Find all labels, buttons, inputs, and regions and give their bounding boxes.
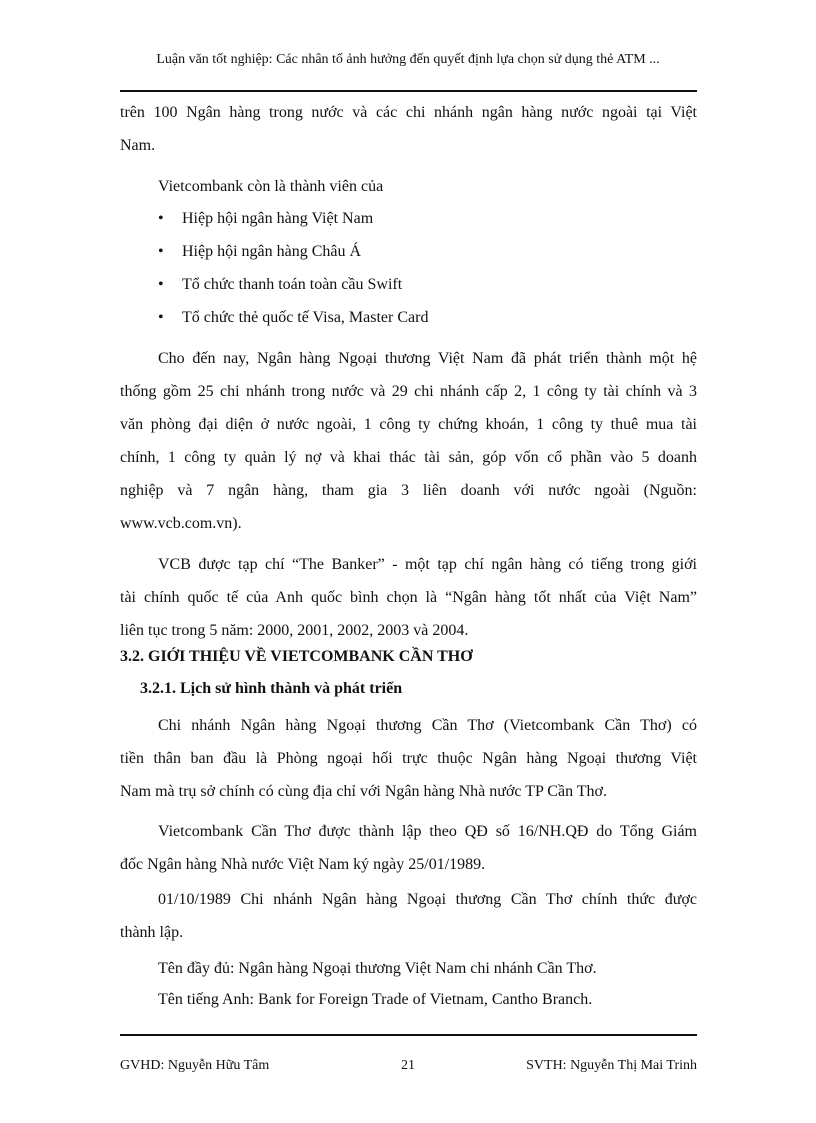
bullet-icon: • <box>158 276 164 293</box>
paragraph-line: tiền thân ban đầu là Phòng ngoại hối trực thuộc Ngân hàng Ngoại thương Việt <box>120 750 697 767</box>
section-heading: 3.2. GIỚI THIỆU VỀ VIETCOMBANK CẦN THƠ <box>120 648 473 665</box>
paragraph-line: trên 100 Ngân hàng trong nước và các chi nhánh ngân hàng nước ngoài tại Việt <box>120 104 697 121</box>
members-intro: Vietcombank còn là thành viên của <box>158 178 384 195</box>
paragraph-line: www.vcb.com.vn). <box>120 515 242 532</box>
paragraph-line: thống gồm 25 chi nhánh trong nước và 29 chi nhánh cấp 2, 1 công ty tài chính và 3 <box>120 383 697 400</box>
running-title: Luận văn tốt nghiệp: Các nhân tố ảnh hưởng đến quyết định lựa chọn sử dụng thẻ ATM ... <box>156 52 660 67</box>
paragraph-line: chính, 1 công ty quản lý nợ và khai thác tài sản, góp vốn cổ phần vào 5 doanh <box>120 449 697 466</box>
bullet-icon: • <box>158 210 164 227</box>
list-item-text: Hiệp hội ngân hàng Việt Nam <box>182 210 374 227</box>
paragraph-line: Cho đến nay, Ngân hàng Ngoại thương Việt Nam đã phát triển thành một hệ <box>158 350 697 367</box>
paragraph-line: văn phòng đại diện ở nước ngoài, 1 công ty chứng khoán, 1 công ty thuê mua tài <box>120 416 697 433</box>
paragraph-line: liên tục trong 5 năm: 2000, 2001, 2002, 2003 và 2004. <box>120 622 469 639</box>
paragraph-line: 01/10/1989 Chi nhánh Ngân hàng Ngoại thương Cần Thơ chính thức được <box>158 891 697 908</box>
list-item-text: Tổ chức thẻ quốc tế Visa, Master Card <box>182 309 429 326</box>
header-rule <box>120 90 697 92</box>
page-number: 21 <box>401 1058 415 1073</box>
english-name-line: Tên tiếng Anh: Bank for Foreign Trade of Vietnam, Cantho Branch. <box>158 991 593 1008</box>
list-item-text: Hiệp hội ngân hàng Châu Á <box>182 243 362 260</box>
paragraph-line: tài chính quốc tế của Anh quốc bình chọn là “Ngân hàng tốt nhất của Việt Nam” <box>120 589 697 606</box>
paragraph-line: đốc Ngân hàng Nhà nước Việt Nam ký ngày 25/01/1989. <box>120 856 486 873</box>
footer-rule <box>120 1034 697 1036</box>
list-item-text: Tổ chức thanh toán toàn cầu Swift <box>182 276 403 293</box>
paragraph-line: Chi nhánh Ngân hàng Ngoại thương Cần Thơ (Vietcombank Cần Thơ) có <box>158 717 697 734</box>
subsection-heading: 3.2.1. Lịch sử hình thành và phát triển <box>140 680 403 697</box>
bullet-icon: • <box>158 309 164 326</box>
paragraph-line: Nam mà trụ sở chính có cùng địa chỉ với Ngân hàng Nhà nước TP Cần Thơ. <box>120 783 608 800</box>
advisor-name: GVHD: Nguyễn Hữu Tâm <box>120 1058 270 1073</box>
student-name: SVTH: Nguyễn Thị Mai Trinh <box>526 1058 697 1073</box>
bullet-icon: • <box>158 243 164 260</box>
paragraph-line: Vietcombank Cần Thơ được thành lập theo QĐ số 16/NH.QĐ do Tổng Giám <box>158 823 697 840</box>
paragraph-line: nghiệp và 7 ngân hàng, tham gia 3 liên doanh với nước ngoài (Nguồn: <box>120 482 697 499</box>
paragraph-line: thành lập. <box>120 924 184 941</box>
full-name-line: Tên đầy đủ: Ngân hàng Ngoại thương Việt Nam chi nhánh Cần Thơ. <box>158 960 597 977</box>
paragraph-line: Nam. <box>120 137 156 154</box>
paragraph-line: VCB được tạp chí “The Banker” - một tạp chí ngân hàng có tiếng trong giới <box>158 556 697 573</box>
